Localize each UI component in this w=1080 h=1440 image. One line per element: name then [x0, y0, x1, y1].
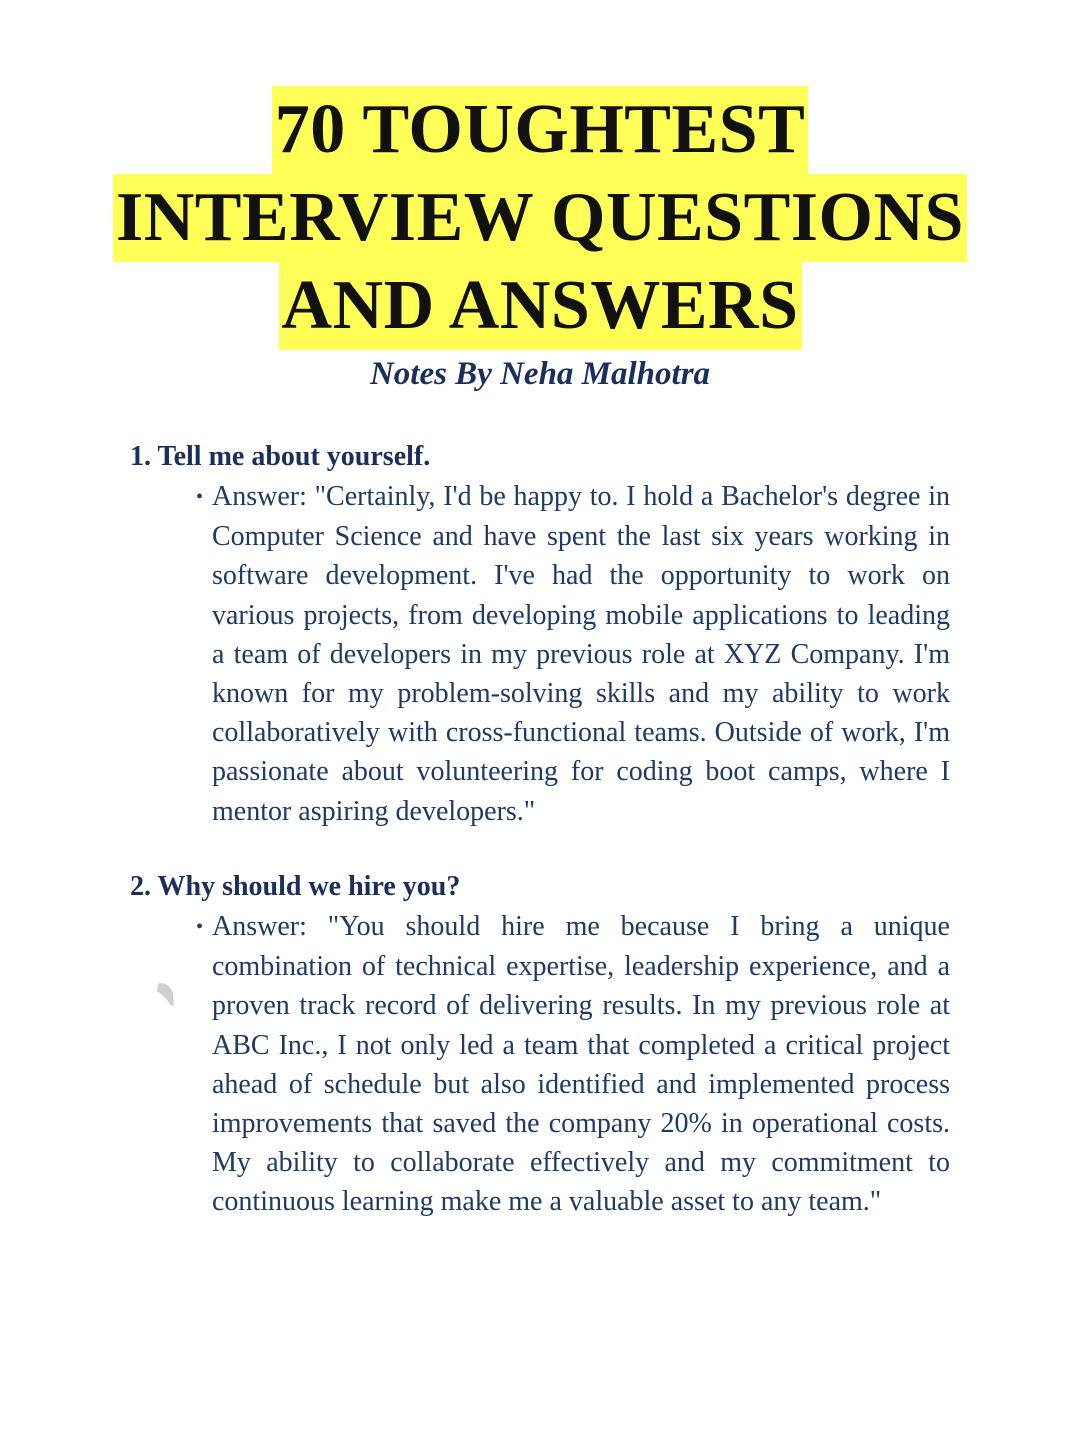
scan-smudge-icon [155, 980, 175, 1008]
title-line-3: AND ANSWERS [279, 262, 802, 350]
answer-text: Answer: "Certainly, I'd be happy to. I hold a Bachelor's degree in Computer Science and have spent the last six years working in software development. I've had the opportunity to work on various projects, from developing mobile applications to leading a team of developers in my previous role at XYZ Company. I'm known for my problem-solving skills and my ability to work collaboratively with cross-functional teams. Outside of work, I'm passionate about volunteering for coding boot camps, where I mentor aspiring developers." [212, 481, 950, 827]
answer-paragraph [196, 477, 950, 831]
qa-item-1 [130, 437, 950, 831]
title-line-2: INTERVIEW QUESTIONS [113, 174, 967, 262]
qa-item-2 [130, 867, 950, 1222]
document-title [0, 86, 1080, 350]
answer-paragraph [196, 907, 950, 1222]
bullet-icon: • [196, 486, 204, 508]
question-heading: 1. Tell me about yourself. [130, 441, 431, 472]
author-subtitle: Notes By Neha Malhotra [369, 356, 711, 392]
title-line-1: 70 TOUGHTEST [272, 86, 809, 174]
question-heading: 2. Why should we hire you? [130, 871, 461, 902]
bullet-icon: • [196, 916, 204, 938]
answer-text: Answer: "You should hire me because I bring a unique combination of technical expertise, leadership experience, and a proven track record of delivering results. In my previous role at ABC Inc., I not only led a team that completed a critical project ahead of schedule but also identified and implemented process improvements that saved the company 20% in operational costs. My ability to collaborate effectively and my commitment to continuous learning make me a valuable asset to any team." [212, 911, 950, 1218]
